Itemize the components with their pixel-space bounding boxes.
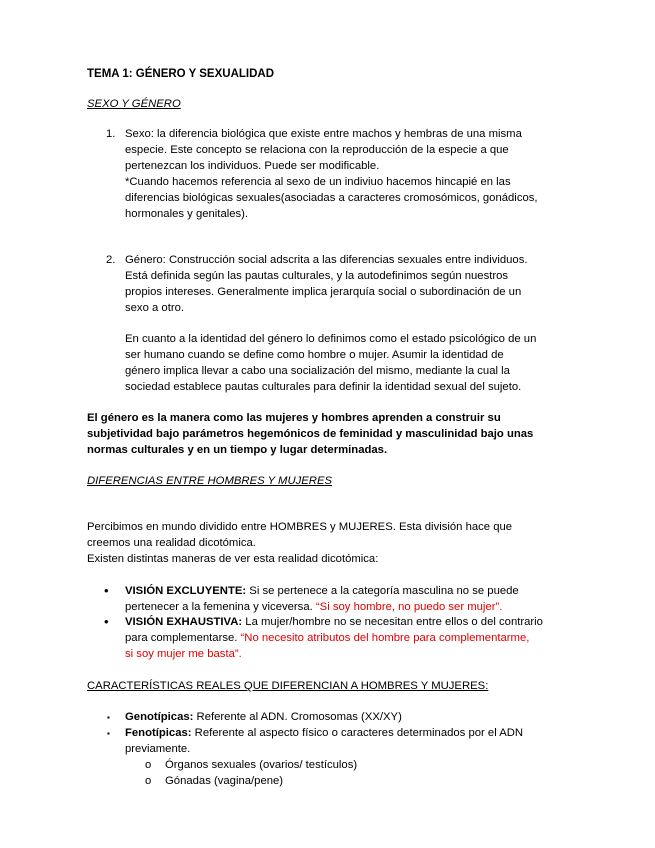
text-line: pertenezcan los individuos. Puede ser modificable. bbox=[125, 160, 380, 172]
identidad-genero-paragraph bbox=[125, 331, 565, 395]
text-line: *Cuando hacemos referencia al sexo de un indiviuo hacemos hincapié en las bbox=[125, 176, 511, 188]
text-line: sexo a otro. bbox=[125, 302, 185, 314]
text: pertenecer a la femenina y viceversa. bbox=[125, 601, 313, 613]
label: VISIÓN EXCLUYENTE: bbox=[125, 585, 247, 597]
bullet-icon: • bbox=[104, 614, 109, 629]
text-line: ser humano cuando se define como hombre o mujer. Asumir la identidad de bbox=[125, 349, 504, 361]
text-line: sociedad establece pautas culturales para definir la identidad sexual del sujeto. bbox=[125, 381, 522, 393]
fenotipicas-item bbox=[125, 725, 565, 757]
text: Si se pertenece a la categoría masculina no se puede bbox=[246, 585, 519, 597]
list-number: 2. bbox=[106, 254, 116, 266]
vision-exhaustiva bbox=[125, 614, 565, 662]
text-line: Sexo: la diferencia biológica que existe entre machos y hembras de una misma bbox=[125, 128, 522, 140]
list-number: 1. bbox=[106, 128, 116, 140]
square-bullet-icon: ▪ bbox=[107, 729, 110, 738]
square-bullet-icon: ▪ bbox=[107, 713, 110, 722]
intro-paragraph bbox=[87, 519, 557, 567]
text-line: normas culturales y en un tiempo y lugar determinadas. bbox=[87, 444, 388, 456]
text-line: creemos una realidad dicotómica. bbox=[87, 537, 256, 549]
definition-genero bbox=[125, 252, 565, 316]
text-line: Percibimos en mundo dividido entre HOMBRES y MUJERES. Esta división hace que bbox=[87, 521, 513, 533]
text-line: diferencias biológicas sexuales(asociadas a caracteres cromosómicos, gonádicos, bbox=[125, 192, 538, 204]
text: Órganos sexuales (ovarios/ testículos) bbox=[165, 759, 358, 771]
text: Gónadas (vagina/pene) bbox=[165, 775, 284, 787]
section-heading-diferencias: DIFERENCIAS ENTRE HOMBRES Y MUJERES bbox=[87, 475, 333, 487]
text: La mujer/hombre no se necesitan entre ellos o del contrario bbox=[242, 616, 543, 628]
text-line: previamente. bbox=[125, 743, 191, 755]
vision-excluyente bbox=[125, 583, 565, 615]
text-line: propios intereses. Generalmente implica jerarquía social o subordinación de un bbox=[125, 286, 522, 298]
quote: “No necesito atributos del hombre para complementarme, bbox=[237, 632, 530, 644]
text-line: El género es la manera como las mujeres y hombres aprenden a construir su bbox=[87, 412, 501, 424]
subitem-gonadas bbox=[145, 773, 283, 789]
section-heading-caracteristicas: CARACTERÍSTICAS REALES QUE DIFERENCIAN A HOMBRES Y MUJERES: bbox=[87, 680, 489, 692]
section-heading-sexo-genero: SEXO Y GÉNERO bbox=[87, 98, 181, 110]
definition-sexo bbox=[125, 126, 565, 222]
text: Referente al ADN. Cromosomas (XX/XY) bbox=[193, 711, 402, 723]
text-line: género implica llevar a cabo una socialización del mismo, mediante la cual la bbox=[125, 365, 510, 377]
label: Genotípicas: bbox=[125, 711, 194, 723]
quote: “Si soy hombre, no puedo ser mujer”. bbox=[312, 601, 503, 613]
quote: si soy mujer me basta”. bbox=[125, 648, 242, 660]
text-line: subjetividad bajo parámetros hegemónicos de feminidad y masculinidad bajo unas bbox=[87, 428, 534, 440]
text: Referente al aspecto físico o caracteres determinados por el ADN bbox=[191, 727, 524, 739]
text-line: Existen distintas maneras de ver esta realidad dicotómica: bbox=[87, 553, 379, 565]
text-line: Está definida según las pautas culturales, y la autodefinimos según nuestros bbox=[125, 270, 509, 282]
subitem-organos bbox=[145, 757, 357, 773]
genotipicas-item bbox=[125, 709, 565, 725]
label: VISIÓN EXHAUSTIVA: bbox=[125, 616, 243, 628]
text-line: Género: Construcción social adscrita a las diferencias sexuales entre individuos. bbox=[125, 254, 528, 266]
circle-bullet-icon: o bbox=[145, 759, 152, 771]
label: Fenotípicas: bbox=[125, 727, 192, 739]
conclusion-paragraph bbox=[87, 410, 557, 458]
text-line: especie. Este concepto se relaciona con la reproducción de la especie a que bbox=[125, 144, 509, 156]
text-line: En cuanto a la identidad del género lo definimos como el estado psicológico de un bbox=[125, 333, 537, 345]
page-title: TEMA 1: GÉNERO Y SEXUALIDAD bbox=[87, 68, 275, 80]
bullet-icon: • bbox=[104, 583, 109, 598]
text-line: hormonales y genitales). bbox=[125, 208, 249, 220]
circle-bullet-icon: o bbox=[145, 775, 152, 787]
text: para complementarse. bbox=[125, 632, 238, 644]
